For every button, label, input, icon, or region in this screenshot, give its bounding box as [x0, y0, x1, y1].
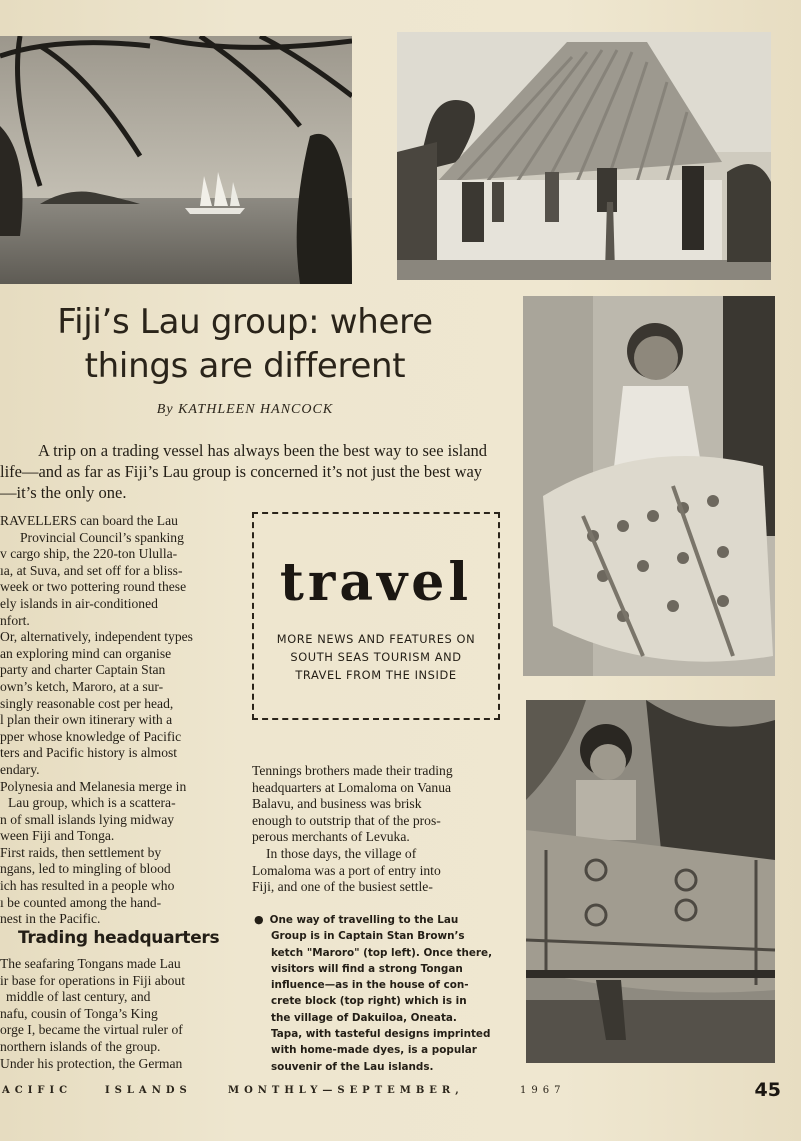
text-line: nafu, cousin of Tonga’s King	[0, 1005, 158, 1021]
text-line: v cargo ship, the 220-ton Ululla-	[0, 546, 178, 562]
text-line: Tennings brothers made their trading	[252, 763, 453, 778]
caption-line: ketch "Maroro" (top left). Once there,	[271, 946, 493, 959]
text-line: ı be counted among the hand-	[0, 894, 162, 910]
text-line: l plan their own itinerary with a	[0, 712, 173, 728]
footer-islands: ISLANDS	[105, 1085, 192, 1096]
promo-line: SOUTH SEAS TOURISM AND	[290, 650, 462, 664]
caption-line: the village of Dakuiloa, Oneata.	[271, 1011, 457, 1024]
caption-text: One way of travelling to the Lau	[269, 914, 459, 926]
photo-concrete-house	[397, 32, 771, 280]
text-line: ıa, at Suva, and set off for a bliss-	[0, 562, 183, 578]
caption-line: influence—as in the house of con-	[271, 979, 469, 992]
text-line: middle of last century, and	[6, 989, 151, 1005]
travel-promo-text	[266, 630, 486, 684]
text-line: ely islands in air-conditioned	[0, 595, 158, 611]
text-line: ters and Pacific history is almost	[0, 745, 178, 761]
footer-pacific: ACIFIC	[2, 1085, 73, 1096]
headline-line-1: Fiji’s Lau group: where	[57, 302, 433, 342]
photo-ketch-sea	[0, 36, 352, 284]
text-line: ween Fiji and Tonga.	[0, 828, 115, 844]
text-line: nest in the Pacific.	[0, 911, 101, 927]
photo-tapa-cloth	[526, 700, 775, 1063]
text-line: Fiji, and one of the busiest settle-	[252, 879, 433, 895]
text-line: an exploring mind can organise	[0, 645, 172, 661]
text-line: endary.	[0, 761, 40, 777]
caption-line: Tapa, with tasteful designs imprinted	[271, 1028, 491, 1041]
text-line: Or, alternatively, independent types	[0, 629, 193, 645]
subheading-trading: Trading headquarters	[18, 928, 220, 948]
text-line: ngans, led to mingling of blood	[0, 861, 171, 877]
page-number: 45	[754, 1079, 781, 1101]
text-line: Under his protection, the German	[0, 1055, 183, 1071]
byline: By KATHLEEN HANCOCK	[156, 402, 334, 417]
photo-caption	[254, 912, 506, 1075]
text-line: ich has resulted in a people who	[0, 878, 175, 894]
bullet-icon: ●	[254, 913, 264, 926]
footer-monthly-september: MONTHLY—SEPTEMBER,	[228, 1085, 464, 1096]
text-line: perous merchants of Levuka.	[252, 829, 410, 845]
text-line: pper whose knowledge of Pacific	[0, 728, 182, 744]
page-footer	[0, 1079, 801, 1107]
text-line: party and charter Captain Stan	[0, 662, 166, 678]
text-line: singly reasonable cost per head,	[0, 695, 174, 711]
caption-line: Group is in Captain Stan Brown’s	[271, 930, 465, 943]
travel-promo-box	[252, 512, 500, 720]
promo-line: MORE NEWS AND FEATURES ON	[276, 632, 476, 646]
text-line: own’s ketch, Maroro, at a sur-	[0, 678, 164, 694]
article-headline	[40, 300, 450, 388]
intro-text: A trip on a trading vessel has always been the best way to see island life—and as far as Fiji’s Lau group is concerned it’s not just the best way—it’s the only one.	[0, 441, 488, 502]
text-line: ir base for operations in Fiji about	[0, 972, 185, 988]
headline-line-2: things are different	[84, 346, 406, 386]
left-column-continued	[0, 956, 232, 1072]
text-line: northern islands of the group.	[0, 1038, 161, 1054]
text-line: orge I, became the virtual ruler of	[0, 1022, 183, 1038]
text-line: Lomaloma was a port of entry into	[252, 862, 441, 878]
caption-line: crete block (top right) which is in	[271, 995, 467, 1008]
caption-line	[254, 912, 506, 928]
text-line: n of small islands lying midway	[0, 811, 175, 827]
photo-woman-tapa	[523, 296, 775, 676]
middle-column	[252, 763, 502, 896]
caption-line: souvenir of the Lau islands.	[271, 1060, 434, 1073]
text-line: enough to outstrip that of the pros-	[252, 812, 441, 828]
text-line: Balavu, and business was brisk	[252, 796, 422, 812]
text-line: nfort.	[0, 612, 30, 628]
text-line: headquarters at Lomaloma on Vanua	[252, 779, 452, 795]
footer-year: 1967	[520, 1085, 566, 1096]
left-column	[0, 513, 232, 928]
text-line: Provincial Council’s spanking	[20, 529, 184, 545]
text-line: week or two pottering round these	[0, 579, 187, 595]
text-line: First raids, then settlement by	[0, 844, 162, 860]
text-line: RAVELLERS can board the Lau	[0, 513, 178, 528]
caption-line: visitors will find a strong Tongan	[271, 962, 463, 975]
promo-line: TRAVEL FROM THE INSIDE	[295, 668, 457, 682]
travel-title: travel	[279, 552, 473, 613]
text-line: Lau group, which is a scattera-	[8, 795, 176, 811]
intro-paragraph	[0, 440, 490, 503]
caption-line: with home-made dyes, is a popular	[271, 1044, 477, 1057]
text-line: The seafaring Tongans made Lau	[0, 956, 181, 971]
text-line: In those days, the village of	[266, 845, 417, 861]
dashed-border	[252, 512, 500, 720]
text-line: Polynesia and Melanesia merge in	[0, 778, 187, 794]
